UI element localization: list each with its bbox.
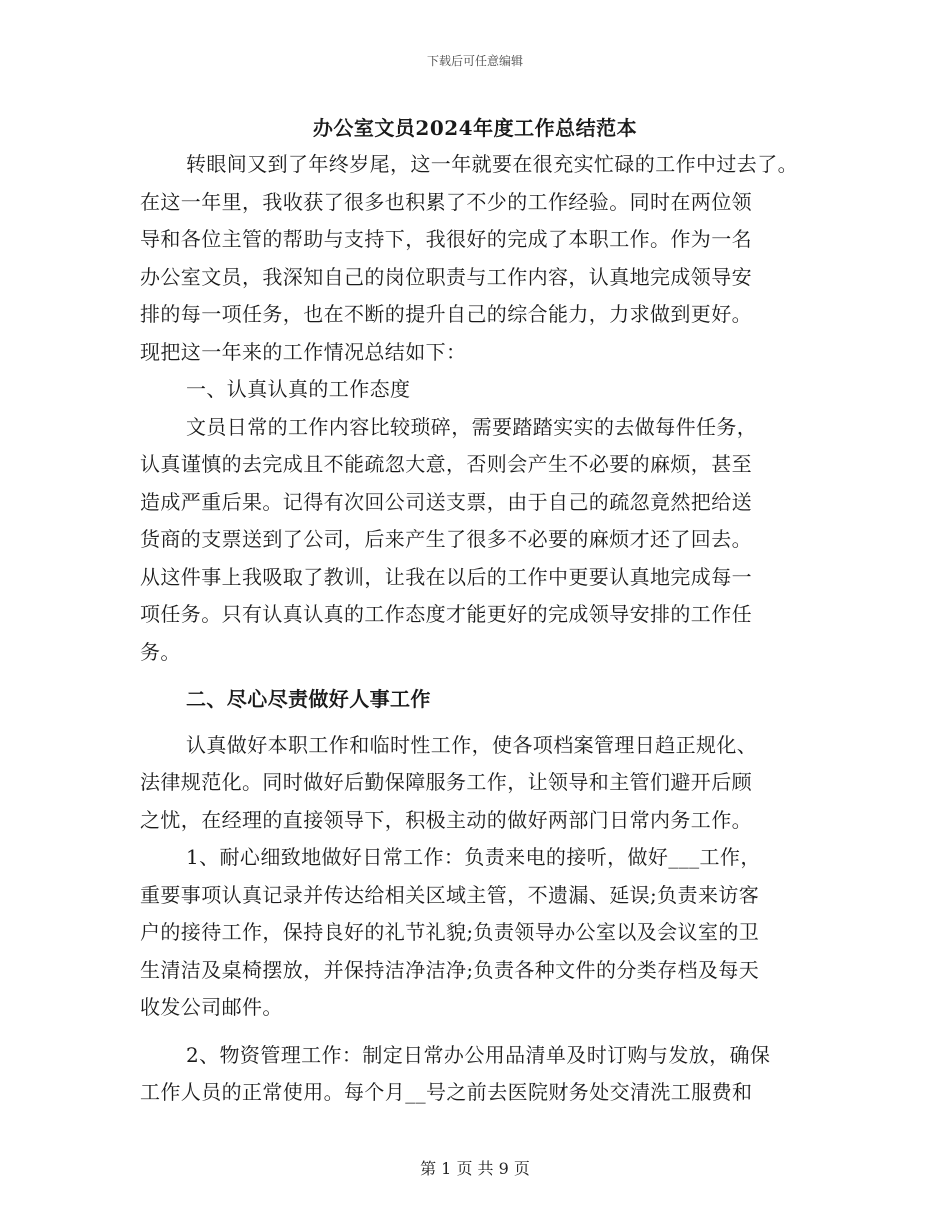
paragraph-line: 重要事项认真记录并传达给相关区域主管，不遗漏、延误;负责来访客: [140, 882, 760, 907]
paragraph-line: 务。: [140, 639, 181, 664]
paragraph-line: 造成严重后果。记得有次回公司送支票，由于自己的疏忽竟然把给送: [140, 489, 752, 514]
paragraph-line: 在这一年里，我收获了很多也积累了不少的工作经验。同时在两位领: [140, 189, 752, 214]
paragraph-line: 现把这一年来的工作情况总结如下：: [140, 339, 467, 364]
paragraph-line: 办公室文员，我深知自己的岗位职责与工作内容，认真地完成领导安: [140, 264, 752, 289]
paragraph-line: 工作人员的正常使用。每个月__号之前去医院财务处交清洗工服费和: [140, 1080, 753, 1104]
paragraph-line: 项任务。只有认真认真的工作态度才能更好的完成领导安排的工作任: [140, 602, 752, 626]
paragraph-line: 认真谨慎的去完成且不能疏忽大意，否则会产生不必要的麻烦，甚至: [140, 452, 752, 476]
paragraph-line: 收发公司邮件。: [140, 995, 283, 1019]
paragraph-line: 认真做好本职工作和临时性工作，使各项档案管理日趋正规化、: [186, 732, 758, 757]
section-heading-bold: 二、尽心尽责做好人事工作: [186, 687, 431, 711]
page-number: 第 1 页 共 9 页: [420, 1159, 530, 1178]
paragraph-line: 1、耐心细致地做好日常工作：负责来电的接听，做好___工作，: [186, 845, 761, 869]
paragraph-line: 从这件事上我吸取了教训，让我在以后的工作中更要认真地完成每一: [140, 564, 752, 589]
paragraph-line: 文员日常的工作内容比较琐碎，需要踏踏实实的去做每件任务，: [186, 414, 758, 439]
paragraph-line: 2、物资管理工作：制定日常办公用品清单及时订购与发放，确保: [186, 1042, 771, 1067]
section-heading: 一、认真认真的工作态度: [186, 377, 411, 401]
document-body: [140, 146, 810, 1112]
document-title: 办公室文员2024年度工作总结范本: [312, 116, 638, 140]
paragraph-line: 转眼间又到了年终岁尾，这一年就要在很充实忙碌的工作中过去了。: [186, 152, 798, 176]
paragraph-line: 生清洁及桌椅摆放，并保持洁净洁净;负责各种文件的分类存档及每天: [140, 957, 760, 982]
header-note: 下载后可任意编辑: [426, 54, 523, 68]
paragraph-line: 货商的支票送到了公司，后来产生了很多不必要的麻烦才还了回去。: [140, 527, 752, 551]
paragraph-line: 法律规范化。同时做好后勤保障服务工作，让领导和主管们避开后顾: [140, 770, 752, 794]
paragraph-line: 排的每一项任务，也在不断的提升自己的综合能力，力求做到更好。: [140, 302, 752, 326]
paragraph-line: 导和各位主管的帮助与支持下，我很好的完成了本职工作。作为一名: [140, 227, 752, 251]
paragraph-line: 户的接待工作，保持良好的礼节礼貌;负责领导办公室以及会议室的卫: [140, 920, 760, 944]
paragraph-line: 之忧，在经理的直接领导下，积极主动的做好两部门日常内务工作。: [140, 807, 752, 832]
